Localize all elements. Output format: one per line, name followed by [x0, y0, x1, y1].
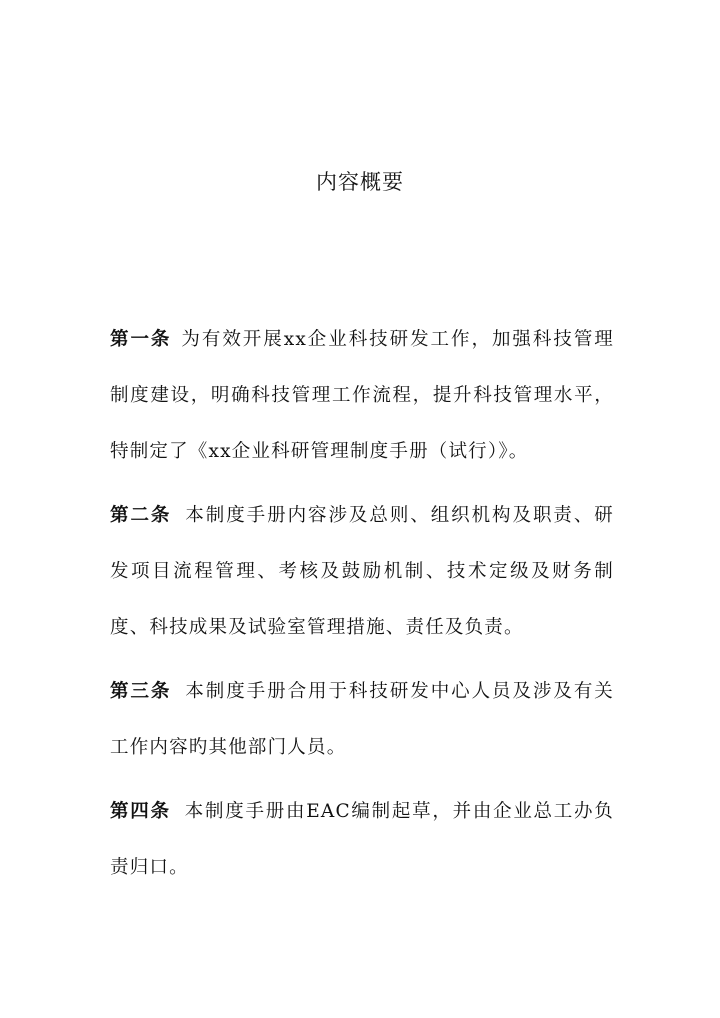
page-title: 内容概要: [316, 170, 404, 194]
article-1: [110, 312, 614, 480]
article-2-label: 第二条: [110, 505, 172, 526]
article-2: [110, 488, 614, 656]
article-3-text: 本制度手册合用于科技研发中心人员及涉及有关工作内容旳其他部门人员。: [110, 681, 614, 758]
article-4-label: 第四条: [110, 801, 171, 822]
document-body: [110, 312, 614, 904]
article-3-label: 第三条: [110, 681, 172, 702]
article-1-text: 为有效开展xx企业科技研发工作，加强科技管理制度建设，明确科技管理工作流程，提升科技管理水平，特制定了《xx企业科研管理制度手册（试行）》。: [110, 329, 614, 462]
article-3: [110, 664, 614, 776]
article-2-text: 本制度手册内容涉及总则、组织机构及职责、研发项目流程管理、考核及鼓励机制、技术定级及财务制度、科技成果及试验室管理措施、责任及负责。: [110, 505, 614, 638]
article-4: [110, 784, 614, 896]
article-4-text: 本制度手册由EAC编制起草，并由企业总工办负责归口。: [110, 801, 614, 878]
article-1-label: 第一条: [110, 329, 172, 350]
